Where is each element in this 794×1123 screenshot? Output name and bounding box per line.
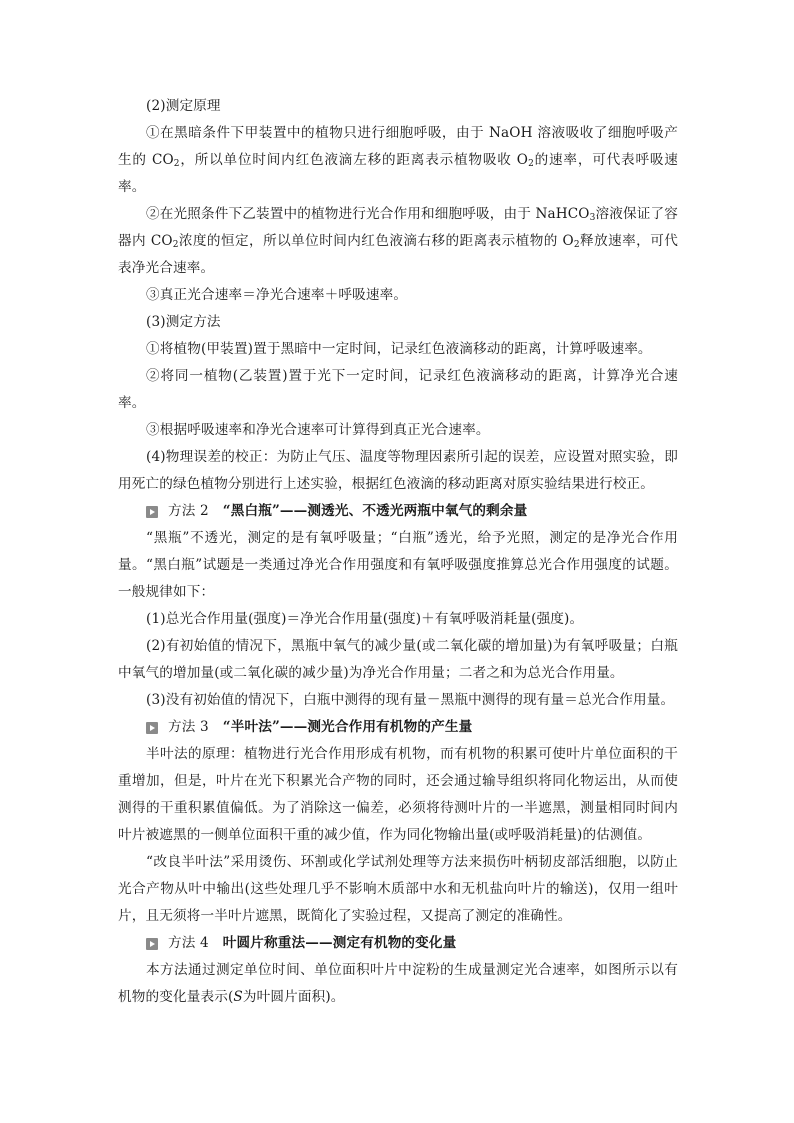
document-body [118, 93, 678, 1011]
paragraph-improved-half-leaf: “改良半叶法”采用烫伤、环割或化学试剂处理等方法来损伤叶柄韧皮部活细胞，以防止光合产物从叶中输出(这些处理几乎不影响木质部中水和无机盐向叶片的输送)，仅用一组叶片，且无须将一半叶片遮黑，既简化了实验过程，又提高了测定的准确性。 [118, 854, 678, 924]
paragraph-method-1: ①将植物(甲装置)置于黑暗中一定时间，记录红色液滴移动的距离，计算呼吸速率。 [146, 341, 652, 357]
paragraph-half-leaf-principle: 半叶法的原理：植物进行光合作用形成有机物，而有机物的积累可使叶片单位面积的干重增加，但是，叶片在光下积累光合产物的同时，还会通过输导组织将同化物运出，从而使测得的干重积累值偏低。为了消除这一偏差，必须将待测叶片的一半遮黑，测量相同时间内叶片被遮黑的一侧单位面积干重的减少值，作为同化物输出量(或呼吸消耗量)的估测值。 [118, 746, 678, 843]
play-icon [146, 722, 158, 734]
paragraph-bw-rule-3: (3)没有初始值的情况下，白瓶中测得的现有量－黑瓶中测得的现有量＝总光合作用量。 [146, 692, 675, 708]
play-icon [146, 938, 158, 950]
method-title: 叶圆片称重法——测定有机物的变化量 [222, 935, 457, 951]
paragraph-leaf-disc-weighing: 本方法通过测定单位时间、单位面积叶片中淀粉的生成量测定光合速率，如图所示以有机物的变化量表示(S为叶圆片面积)。 [118, 962, 678, 1005]
paragraph-bw-rule-1: (1)总光合作用量(强度)＝净光合作用量(强度)＋有氧呼吸消耗量(强度)。 [146, 611, 584, 627]
method-3-header [118, 714, 678, 741]
paragraph-error-correction: (4)物理误差的校正：为防止气压、温度等物理因素所引起的误差，应设置对照实验，即用死亡的绿色植物分别进行上述实验，根据红色液滴的移动距离对原实验结果进行校正。 [118, 449, 678, 492]
method-title: “半叶法”——测光合作用有机物的产生量 [222, 719, 473, 735]
method-label: 方法 3 [168, 719, 209, 735]
method-title: “黑白瓶”——测透光、不透光两瓶中氧气的剩余量 [222, 503, 528, 519]
paragraph-principle-2: ②在光照条件下乙装置中的植物进行光合作用和细胞呼吸，由于 NaHCO$_3$溶液保证了容器内 $CO_2$浓度的恒定，所以单位时间内红色液滴右移的距离表示植物的 $O_2$释放速率，可代表净光合速率。 [118, 206, 678, 276]
method-4-header [118, 930, 678, 957]
method-label: 方法 4 [168, 935, 209, 951]
paragraph-principle-1: ①在黑暗条件下甲装置中的植物只进行细胞呼吸，由于 NaOH 溶液吸收了细胞呼吸产生的 $CO_2$，所以单位时间内红色液滴左移的距离表示植物吸收 $O_2$的速率，可代表呼吸速率。 [118, 125, 679, 195]
paragraph-bw-bottle-intro: “黑瓶”不透光，测定的是有氧呼吸量；“白瓶”透光，给予光照，测定的是净光合作用量。“黑白瓶”试题是一类通过净光合作用强度和有氧呼吸强度推算总光合作用强度的试题。一般规律如下： [118, 530, 678, 600]
method-2-header [118, 498, 678, 525]
play-icon [146, 506, 158, 518]
section-heading-principle: (2)测定原理 [146, 98, 221, 114]
paragraph-principle-3: ③真正光合速率＝净光合速率＋呼吸速率。 [146, 287, 408, 303]
paragraph-bw-rule-2: (2)有初始值的情况下，黑瓶中氧气的减少量(或二氧化碳的增加量)为有氧呼吸量；白瓶中氧气的增加量(或二氧化碳的减少量)为净光合作用量；二者之和为总光合作用量。 [118, 638, 678, 681]
method-label: 方法 2 [168, 503, 209, 519]
section-heading-method: (3)测定方法 [146, 314, 221, 330]
paragraph-method-3: ③根据呼吸速率和净光合速率可计算得到真正光合速率。 [146, 422, 490, 438]
paragraph-method-2: ②将同一植物(乙装置)置于光下一定时间，记录红色液滴移动的距离，计算净光合速率。 [118, 368, 678, 411]
